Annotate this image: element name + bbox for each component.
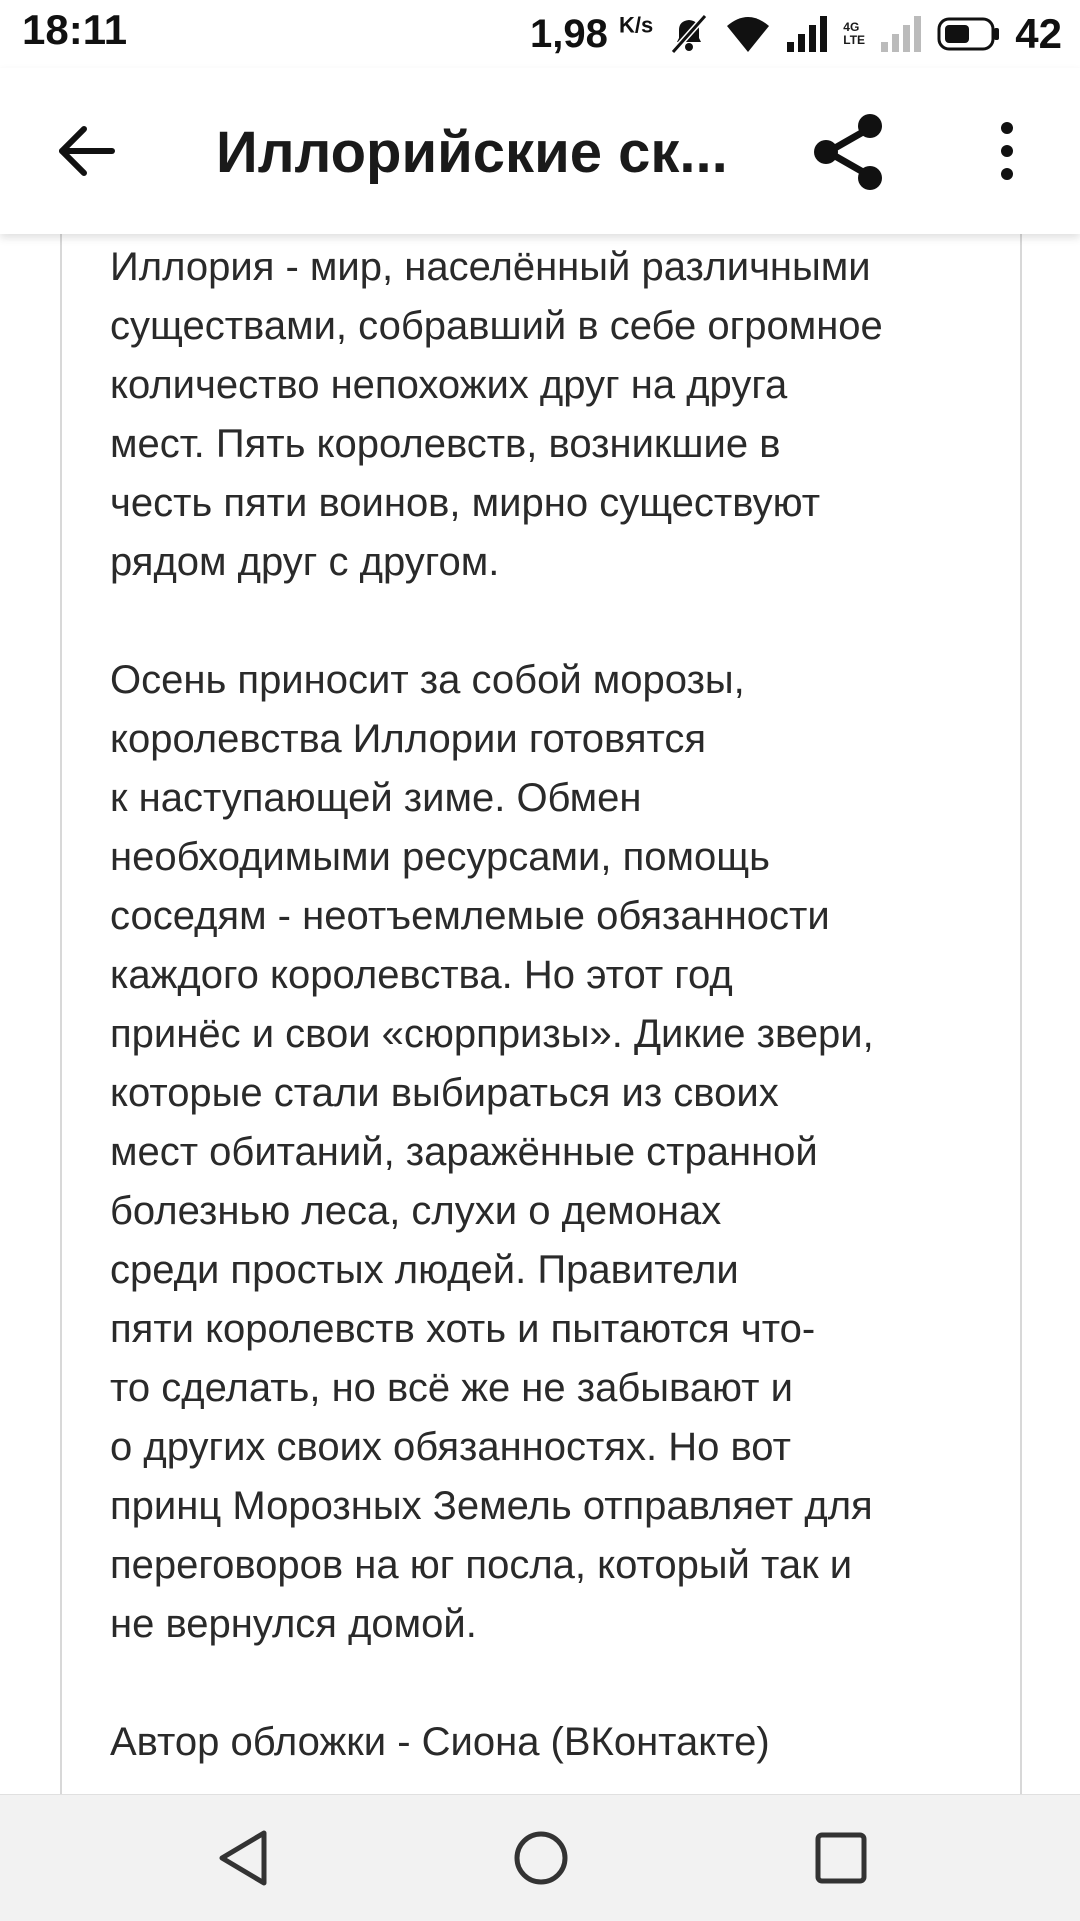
back-arrow-icon[interactable]: [50, 116, 120, 186]
cover-author-credit: Автор обложки - Сиона (ВКонтакте): [110, 1720, 770, 1764]
nav-recent-apps-square-icon[interactable]: [808, 1825, 874, 1891]
network-speed-unit: K/s: [619, 12, 654, 38]
description-card: [60, 234, 1022, 1794]
nav-back-triangle-icon[interactable]: [212, 1825, 278, 1891]
network-speed: [530, 12, 653, 57]
description-text: [110, 238, 990, 1831]
status-icons: [530, 6, 1062, 62]
status-bar: [0, 0, 1080, 68]
network-speed-value: 1,98: [530, 11, 608, 56]
page-title: Иллорийские ск...: [216, 120, 728, 185]
network-type-label: 4G LTE: [843, 20, 866, 47]
battery-percent: 42: [1015, 10, 1062, 57]
no-signal-sim2-icon: [879, 14, 923, 54]
system-navigation-bar: [0, 1794, 1080, 1921]
signal-strength-icon: [785, 14, 829, 54]
share-icon[interactable]: [808, 110, 892, 194]
wifi-icon: [725, 14, 771, 54]
more-options-icon[interactable]: [982, 116, 1032, 186]
nav-home-circle-icon[interactable]: [508, 1825, 574, 1891]
muted-bell-icon: [667, 12, 711, 56]
battery-icon: [937, 15, 1001, 53]
app-toolbar: [0, 68, 1080, 234]
status-time: 18:11: [22, 6, 128, 53]
description-paragraph-1: Иллория - мир, населённый различными существами, собравший в себе огромное количество непохожих друг на друга мест. Пять королевств, возникшие в честь пяти воинов, мирно существуют рядом друг с другом.: [110, 245, 883, 584]
description-paragraph-2: Осень приносит за собой морозы, королевства Иллории готовятся к наступающей зиме. Обмен необходимыми ресурсами, помощь соседям - неотъемлемые обязанности каждого королевства. Но этот год принёс и свои «сюрпризы». Дикие звери, которые стали выбираться из своих мест обитаний, заражённые странной болезнью леса, слухи о демонах среди простых людей. Правители пяти королевств хоть и пытаются что- то сделать, но всё же не забывают и о других своих обязанностях. Но вот принц Морозных Земель отправляет для переговоров на юг посла, который так и не вернулся домой.: [110, 658, 874, 1646]
